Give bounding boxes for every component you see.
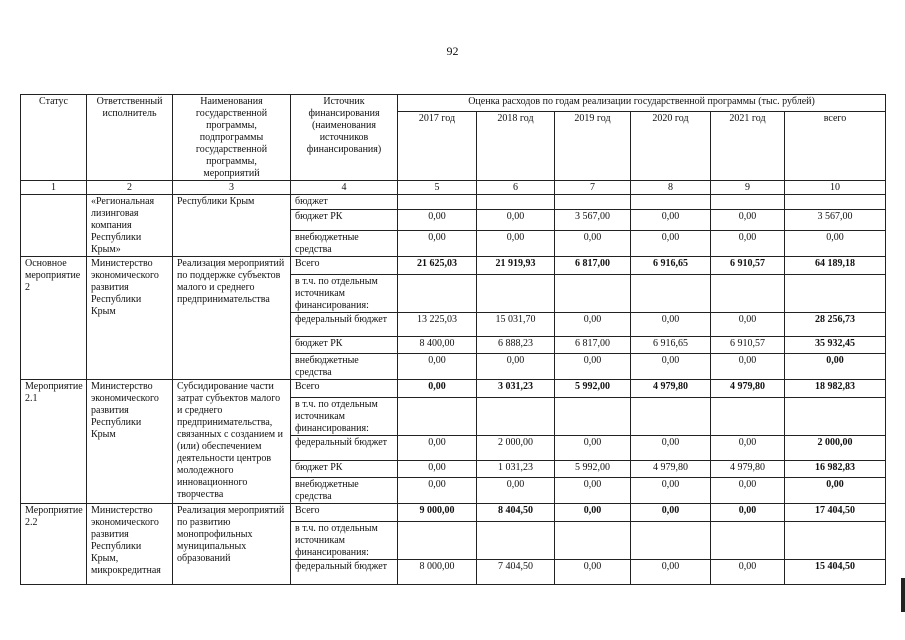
value-cell: 0,00 bbox=[398, 380, 477, 398]
row-source: Всего bbox=[291, 504, 398, 522]
column-number-row bbox=[21, 181, 886, 195]
value-total: 0,00 bbox=[785, 354, 886, 380]
value-cell: 0,00 bbox=[631, 210, 711, 230]
value-cell: 4 979,80 bbox=[711, 380, 785, 398]
value-total bbox=[785, 195, 886, 210]
value-cell bbox=[711, 195, 785, 210]
value-cell: 0,00 bbox=[398, 461, 477, 478]
row-program-name: Республики Крым bbox=[173, 195, 291, 257]
value-cell bbox=[631, 275, 711, 313]
row-source: внебюджетные средства bbox=[291, 354, 398, 380]
value-cell: 0,00 bbox=[398, 230, 477, 256]
value-cell: 2 000,00 bbox=[477, 436, 555, 461]
value-cell: 0,00 bbox=[477, 478, 555, 504]
value-cell: 21 625,03 bbox=[398, 257, 477, 275]
value-cell: 0,00 bbox=[711, 354, 785, 380]
value-cell: 0,00 bbox=[711, 436, 785, 461]
column-number: 9 bbox=[711, 181, 785, 195]
row-executor: Министерство экономического развития Республики Крым bbox=[87, 257, 173, 380]
value-cell bbox=[631, 195, 711, 210]
header-year: 2020 год bbox=[631, 112, 711, 181]
value-cell: 0,00 bbox=[711, 504, 785, 522]
value-cell bbox=[711, 398, 785, 436]
value-cell: 7 404,50 bbox=[477, 560, 555, 585]
row-source: федеральный бюджет bbox=[291, 560, 398, 585]
column-number: 1 bbox=[21, 181, 87, 195]
value-cell: 0,00 bbox=[631, 478, 711, 504]
column-number: 3 bbox=[173, 181, 291, 195]
value-cell: 6 817,00 bbox=[555, 257, 631, 275]
table-row bbox=[21, 195, 886, 210]
value-cell: 0,00 bbox=[555, 354, 631, 380]
value-cell: 0,00 bbox=[711, 560, 785, 585]
header-row bbox=[21, 95, 886, 112]
value-total bbox=[785, 398, 886, 436]
value-total: 0,00 bbox=[785, 230, 886, 256]
value-cell: 8 400,00 bbox=[398, 337, 477, 354]
row-source: в т.ч. по отдельным источникам финансирования: bbox=[291, 398, 398, 436]
value-cell: 6 916,65 bbox=[631, 337, 711, 354]
value-cell: 0,00 bbox=[631, 560, 711, 585]
value-cell: 0,00 bbox=[555, 504, 631, 522]
value-cell: 4 979,80 bbox=[711, 461, 785, 478]
value-cell: 6 910,57 bbox=[711, 337, 785, 354]
page-edge-mark bbox=[901, 578, 905, 612]
value-cell: 4 979,80 bbox=[631, 461, 711, 478]
row-source: бюджет РК bbox=[291, 210, 398, 230]
value-cell: 0,00 bbox=[631, 230, 711, 256]
value-cell bbox=[631, 522, 711, 560]
value-cell: 21 919,93 bbox=[477, 257, 555, 275]
value-cell bbox=[477, 522, 555, 560]
row-source: бюджет РК bbox=[291, 337, 398, 354]
row-source: бюджет bbox=[291, 195, 398, 210]
value-cell: 0,00 bbox=[711, 478, 785, 504]
value-total: 64 189,18 bbox=[785, 257, 886, 275]
value-cell bbox=[398, 398, 477, 436]
value-cell: 3 031,23 bbox=[477, 380, 555, 398]
value-cell: 0,00 bbox=[711, 210, 785, 230]
value-cell: 0,00 bbox=[555, 560, 631, 585]
row-source: федеральный бюджет bbox=[291, 313, 398, 337]
row-source: Всего bbox=[291, 380, 398, 398]
value-cell: 0,00 bbox=[631, 313, 711, 337]
value-cell: 0,00 bbox=[555, 230, 631, 256]
value-cell: 0,00 bbox=[555, 436, 631, 461]
value-cell: 0,00 bbox=[477, 354, 555, 380]
row-program-name: Реализация мероприятий по развитию монопрофильных муниципальных образований bbox=[173, 504, 291, 585]
value-total: 17 404,50 bbox=[785, 504, 886, 522]
value-cell: 5 992,00 bbox=[555, 380, 631, 398]
value-cell bbox=[477, 195, 555, 210]
value-cell: 9 000,00 bbox=[398, 504, 477, 522]
value-cell bbox=[398, 275, 477, 313]
header-estimate: Оценка расходов по годам реализации государственной программы (тыс. рублей) bbox=[398, 95, 886, 112]
header-year: 2019 год bbox=[555, 112, 631, 181]
value-total bbox=[785, 522, 886, 560]
value-cell: 0,00 bbox=[711, 230, 785, 256]
row-source: федеральный бюджет bbox=[291, 436, 398, 461]
value-cell: 0,00 bbox=[631, 354, 711, 380]
column-number: 10 bbox=[785, 181, 886, 195]
column-number: 8 bbox=[631, 181, 711, 195]
value-total: 2 000,00 bbox=[785, 436, 886, 461]
header-source: Источник финансирования (наименования источников финансирования) bbox=[291, 95, 398, 181]
value-cell: 4 979,80 bbox=[631, 380, 711, 398]
row-status bbox=[21, 195, 87, 257]
table-row bbox=[21, 380, 886, 398]
value-cell bbox=[555, 522, 631, 560]
value-total: 0,00 bbox=[785, 478, 886, 504]
column-number: 4 bbox=[291, 181, 398, 195]
value-cell bbox=[631, 398, 711, 436]
row-status: Мероприятие 2.1 bbox=[21, 380, 87, 504]
value-cell: 0,00 bbox=[477, 210, 555, 230]
value-total: 3 567,00 bbox=[785, 210, 886, 230]
value-cell bbox=[398, 522, 477, 560]
value-total: 16 982,83 bbox=[785, 461, 886, 478]
value-cell bbox=[555, 275, 631, 313]
column-number: 7 bbox=[555, 181, 631, 195]
table-row bbox=[21, 257, 886, 275]
value-cell: 6 910,57 bbox=[711, 257, 785, 275]
value-cell: 0,00 bbox=[631, 504, 711, 522]
row-status: Основное мероприятие 2 bbox=[21, 257, 87, 380]
column-number: 6 bbox=[477, 181, 555, 195]
table-body bbox=[21, 95, 886, 585]
row-source: внебюджетные средства bbox=[291, 230, 398, 256]
value-cell bbox=[477, 275, 555, 313]
value-cell: 0,00 bbox=[398, 354, 477, 380]
header-year-total: всего bbox=[785, 112, 886, 181]
row-source: внебюджетные средства bbox=[291, 478, 398, 504]
value-cell: 0,00 bbox=[631, 436, 711, 461]
value-cell: 8 404,50 bbox=[477, 504, 555, 522]
value-cell: 6 888,23 bbox=[477, 337, 555, 354]
value-cell: 0,00 bbox=[555, 478, 631, 504]
header-status: Статус bbox=[21, 95, 87, 181]
value-cell: 6 817,00 bbox=[555, 337, 631, 354]
column-number: 5 bbox=[398, 181, 477, 195]
value-cell: 15 031,70 bbox=[477, 313, 555, 337]
value-cell: 6 916,65 bbox=[631, 257, 711, 275]
value-total: 18 982,83 bbox=[785, 380, 886, 398]
header-name: Наименования государственной программы, подпрограммы государственной программы, мероприятий bbox=[173, 95, 291, 181]
value-cell: 8 000,00 bbox=[398, 560, 477, 585]
value-cell: 0,00 bbox=[398, 436, 477, 461]
row-executor: «Региональная лизинговая компания Республики Крым» bbox=[87, 195, 173, 257]
row-executor: Министерство экономического развития Республики Крым, микрокредитная bbox=[87, 504, 173, 585]
header-executor: Ответственный исполнитель bbox=[87, 95, 173, 181]
value-cell: 0,00 bbox=[398, 210, 477, 230]
value-cell bbox=[477, 398, 555, 436]
value-cell: 3 567,00 bbox=[555, 210, 631, 230]
row-source: бюджет РК bbox=[291, 461, 398, 478]
value-cell bbox=[711, 275, 785, 313]
financing-table bbox=[20, 94, 886, 585]
header-year: 2017 год bbox=[398, 112, 477, 181]
value-cell bbox=[398, 195, 477, 210]
value-cell: 5 992,00 bbox=[555, 461, 631, 478]
value-total: 28 256,73 bbox=[785, 313, 886, 337]
value-cell bbox=[555, 195, 631, 210]
value-cell bbox=[711, 522, 785, 560]
row-program-name: Реализация мероприятий по поддержке субъектов малого и среднего предпринимательства bbox=[173, 257, 291, 380]
row-program-name: Субсидирование части затрат субъектов малого и среднего предпринимательства, связанных с созданием и (или) обеспечением деятельности центров молодежного инновационного творчества bbox=[173, 380, 291, 504]
value-cell: 13 225,03 bbox=[398, 313, 477, 337]
row-source: в т.ч. по отдельным источникам финансирования: bbox=[291, 522, 398, 560]
row-source: в т.ч. по отдельным источникам финансирования: bbox=[291, 275, 398, 313]
value-cell: 0,00 bbox=[398, 478, 477, 504]
value-cell: 0,00 bbox=[477, 230, 555, 256]
value-cell: 1 031,23 bbox=[477, 461, 555, 478]
header-year: 2018 год bbox=[477, 112, 555, 181]
row-executor: Министерство экономического развития Республики Крым bbox=[87, 380, 173, 504]
table-row bbox=[21, 504, 886, 522]
row-source: Всего bbox=[291, 257, 398, 275]
value-total: 15 404,50 bbox=[785, 560, 886, 585]
page-number: 92 bbox=[446, 44, 459, 58]
row-status: Мероприятие 2.2 bbox=[21, 504, 87, 585]
header-year: 2021 год bbox=[711, 112, 785, 181]
value-cell: 0,00 bbox=[555, 313, 631, 337]
value-total bbox=[785, 275, 886, 313]
column-number: 2 bbox=[87, 181, 173, 195]
value-total: 35 932,45 bbox=[785, 337, 886, 354]
value-cell bbox=[555, 398, 631, 436]
value-cell: 0,00 bbox=[711, 313, 785, 337]
